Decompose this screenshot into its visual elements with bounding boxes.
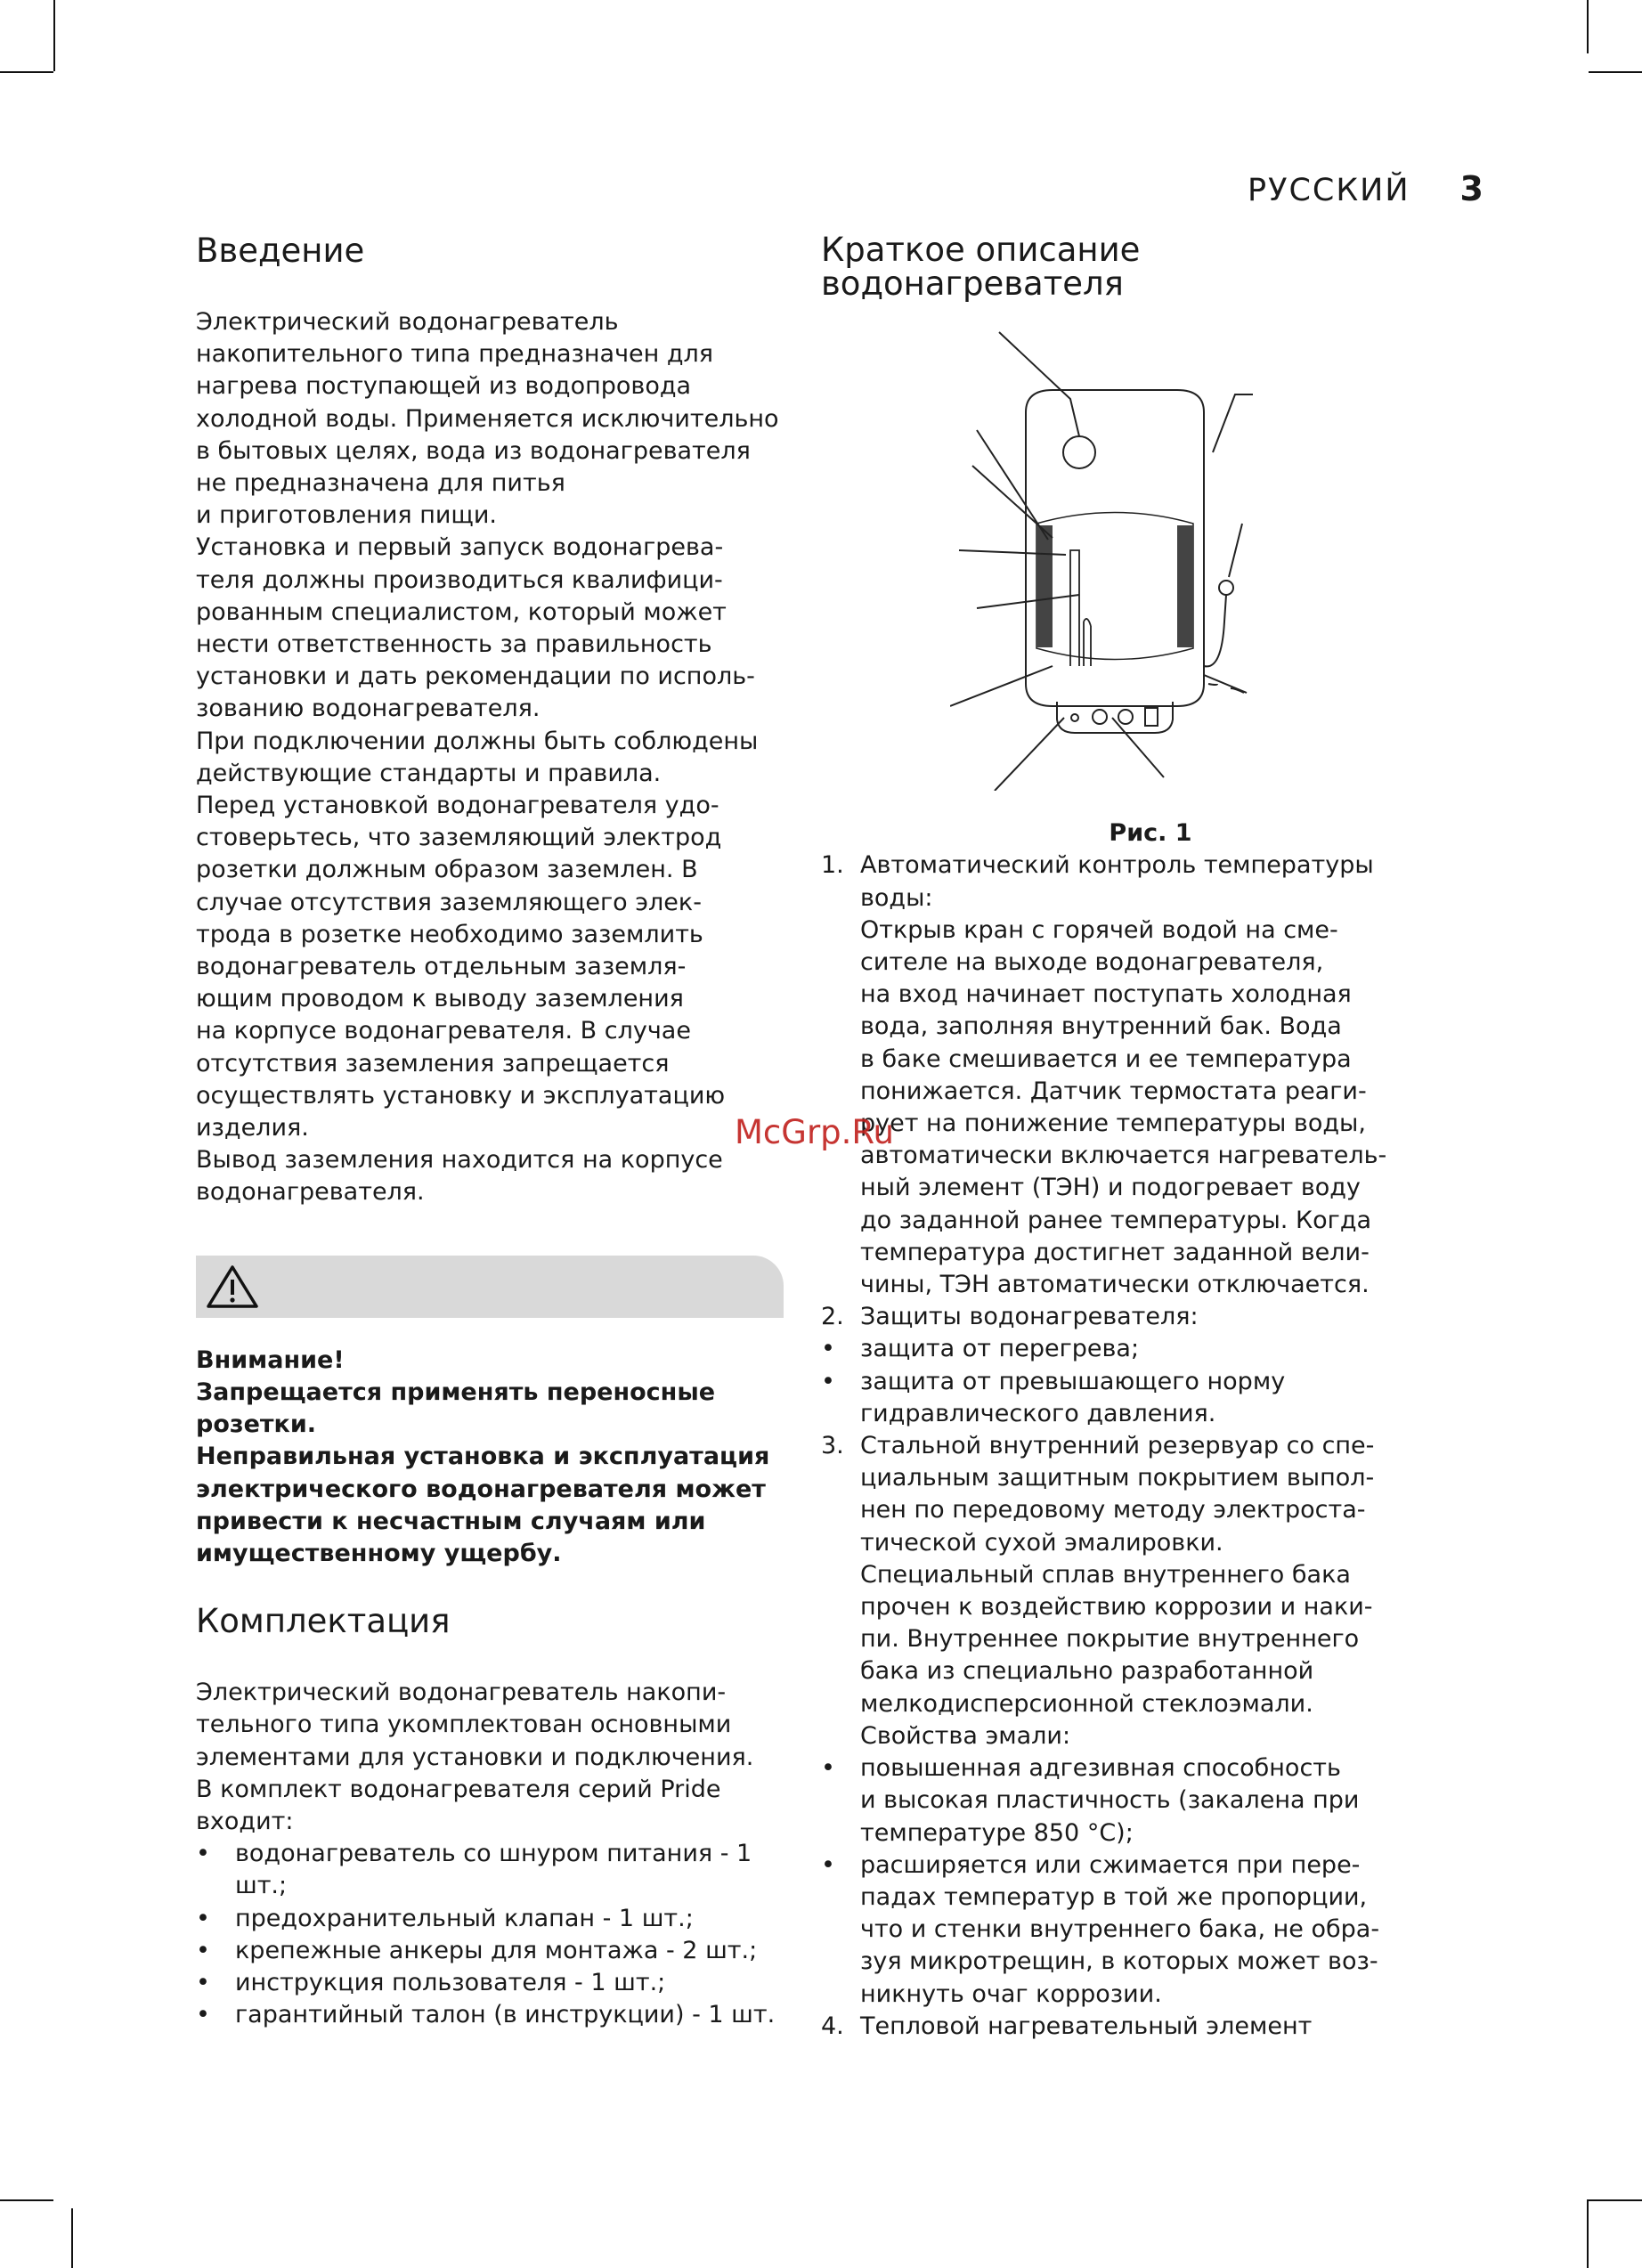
description-line: вода, заполняя внутренний бак. Вода	[860, 1012, 1342, 1041]
intro-line: холодной воды. Применяется исключительно	[196, 404, 779, 433]
description-line: Открыв кран с горячей водой на сме-	[860, 915, 1338, 944]
description-item	[821, 1301, 1427, 1333]
description-title-line: водонагревателя	[821, 264, 1124, 303]
warning-line: привести к несчастным случаям или	[196, 1507, 706, 1535]
left-column	[196, 233, 784, 2031]
intro-line: нагрева поступающей из водопровода	[196, 372, 692, 401]
crop-mark	[1587, 0, 1589, 53]
description-line: на вход начинает поступать холодная	[860, 980, 1352, 1009]
description-line: ный элемент (ТЭН) и подогревает воду	[860, 1174, 1361, 1202]
kit-text	[196, 1677, 784, 1838]
crop-mark	[0, 71, 53, 73]
description-title-line: Краткое описание	[821, 231, 1141, 269]
crop-mark	[0, 2199, 53, 2201]
intro-line: и приготовления пищи.	[196, 501, 497, 530]
description-line: нен по передовому методу электроста-	[860, 1496, 1366, 1524]
watermark-text: McGrp.Ru	[735, 1113, 894, 1151]
description-line: Защиты водонагревателя:	[860, 1303, 1199, 1331]
description-line: зуя микротрещин, в которых может воз-	[860, 1947, 1378, 1976]
list-item-text	[235, 1903, 694, 1935]
description-item-text	[860, 1333, 1139, 1365]
warning-bar	[196, 1256, 784, 1318]
description-line: рует на понижение температуры воды,	[860, 1110, 1366, 1138]
intro-line: Установка и первый запуск водонагрева-	[196, 533, 724, 562]
bullet-marker: •	[196, 1936, 210, 1964]
description-line: сителе на выходе водонагревателя,	[860, 948, 1324, 977]
intro-line: ющим проводом к выводу заземления	[196, 985, 684, 1013]
description-line: в баке смешивается и ее температура	[860, 1045, 1352, 1073]
description-item-text	[860, 2011, 1312, 2043]
intro-line: осуществлять установку и эксплуатацию	[196, 1081, 726, 1110]
figure-caption: Рис. 1	[1109, 819, 1192, 848]
item-marker: 4.	[821, 2012, 844, 2040]
page-header	[1248, 169, 1483, 208]
intro-line: Вывод заземления находится на корпусе	[196, 1146, 723, 1175]
description-line: Специальный сплав внутреннего бака	[860, 1560, 1351, 1589]
description-item	[821, 1366, 1427, 1430]
language-label: РУССКИЙ	[1248, 173, 1410, 208]
bullet-marker: •	[196, 1840, 210, 1868]
item-marker: 3.	[821, 1432, 844, 1460]
list-item-line: шт.;	[235, 1872, 288, 1900]
warning-line: Внимание!	[196, 1345, 345, 1374]
description-line: падах температур в той же пропорции,	[860, 1882, 1368, 1911]
intro-line: розетки должным образом заземлен. В	[196, 856, 698, 884]
list-item-line: предохранительный клапан - 1 шт.;	[235, 1904, 694, 1932]
kit-list	[196, 1838, 784, 2031]
crop-mark	[1587, 2199, 1589, 2268]
description-line: циальным защитным покрытием выпол-	[860, 1464, 1375, 1492]
description-item	[821, 1752, 1427, 1849]
intro-line: При подключении должны быть соблюдены	[196, 727, 759, 755]
kit-line: В комплект водонагревателя серий Pride	[196, 1775, 721, 1803]
description-list	[821, 849, 1427, 2043]
intro-line: трода в розетке необходимо заземлить	[196, 920, 703, 948]
warning-text	[196, 1345, 784, 1570]
description-title	[821, 233, 1427, 301]
list-item-text	[235, 1999, 775, 2031]
kit-line: входит:	[196, 1807, 294, 1835]
warning-line: Запрещается применять переносные	[196, 1378, 716, 1406]
bullet-marker: •	[196, 2001, 210, 2029]
right-column	[821, 233, 1427, 2043]
intro-line: Электрический водонагреватель	[196, 308, 619, 336]
intro-line: случае отсутствия заземляющего элек-	[196, 888, 702, 916]
intro-line: в бытовых целях, вода из водонагревателя	[196, 436, 751, 465]
item-marker: •	[821, 1335, 835, 1363]
intro-line: нести ответственность за правильность	[196, 630, 712, 659]
kit-line: элементами для установки и подключения.	[196, 1743, 754, 1771]
intro-line: теля должны производиться квалифици-	[196, 565, 723, 594]
description-line: температуре 850 °C);	[860, 1818, 1134, 1847]
intro-line: на корпусе водонагревателя. В случае	[196, 1017, 691, 1045]
description-line: Тепловой нагревательный элемент	[860, 2012, 1313, 2040]
page-number: 3	[1459, 169, 1483, 208]
description-line: до заданной ранее температуры. Когда	[860, 1206, 1372, 1234]
description-item	[821, 2011, 1427, 2043]
description-line: расширяется или сжимается при пере-	[860, 1850, 1361, 1879]
list-item-text	[235, 1838, 752, 1902]
description-line: чины, ТЭН автоматически отключается.	[860, 1271, 1370, 1299]
description-line: защита от перегрева;	[860, 1335, 1140, 1363]
crop-mark	[71, 2208, 73, 2268]
description-line: и высокая пластичность (закалена при	[860, 1786, 1360, 1815]
description-item	[821, 849, 1427, 1301]
description-line: защита от превышающего норму	[860, 1367, 1286, 1395]
description-item-text	[860, 849, 1386, 1301]
list-item	[196, 1903, 784, 1935]
list-item-line: инструкция пользователя - 1 шт.;	[235, 1968, 666, 1996]
kit-line: Электрический водонагреватель накопи-	[196, 1679, 727, 1707]
description-line: мелкодисперсионной стеклоэмали.	[860, 1689, 1313, 1718]
item-marker: 2.	[821, 1303, 844, 1331]
list-item	[196, 1935, 784, 1967]
description-line: что и стенки внутреннего бака, не обра-	[860, 1915, 1380, 1944]
item-marker: •	[821, 1367, 835, 1395]
intro-line: водонагревателя.	[196, 1178, 425, 1207]
kit-title: Комплектация	[196, 1602, 451, 1641]
description-item-text	[860, 1752, 1359, 1849]
description-line: Автоматический контроль температуры	[860, 851, 1374, 880]
crop-mark	[1589, 71, 1642, 73]
list-item-line: водонагреватель со шнуром питания - 1	[235, 1840, 752, 1868]
description-line: воды:	[860, 883, 933, 912]
description-line: температура достигнет заданной вели-	[860, 1238, 1370, 1266]
list-item-text	[235, 1935, 757, 1967]
list-item	[196, 1967, 784, 1999]
warning-line: имущественному ущербу.	[196, 1539, 562, 1567]
warning-triangle-icon	[205, 1264, 260, 1310]
list-item	[196, 1999, 784, 2031]
warning-line: электрического водонагревателя может	[196, 1475, 766, 1503]
description-item-text	[860, 1301, 1199, 1333]
description-line: повышенная адгезивная способность	[860, 1754, 1341, 1783]
kit-line: тельного типа укомплектован основными	[196, 1711, 732, 1739]
intro-line: водонагреватель отдельным заземля-	[196, 953, 687, 981]
intro-line: стоверьтесь, что заземляющий электрод	[196, 824, 722, 852]
intro-title: Введение	[196, 232, 365, 270]
intro-line: установки и дать рекомендации по исполь-	[196, 663, 755, 691]
item-marker: 1.	[821, 851, 844, 880]
water-heater-diagram	[950, 328, 1288, 791]
description-line: Стальной внутренний резервуар со спе-	[860, 1432, 1375, 1460]
item-marker: •	[821, 1754, 835, 1783]
description-item-text	[860, 1366, 1285, 1430]
bullet-marker: •	[196, 1968, 210, 1996]
list-item-text	[235, 1967, 665, 1999]
intro-text	[196, 306, 784, 1209]
intro-line: не предназначена для питья	[196, 469, 565, 498]
list-item-line: крепежные анкеры для монтажа - 2 шт.;	[235, 1936, 758, 1964]
warning-line: Неправильная установка и эксплуатация	[196, 1443, 770, 1471]
description-line: прочен к воздействию коррозии и наки-	[860, 1593, 1373, 1622]
crop-mark	[53, 0, 55, 71]
intro-line: зованию водонагревателя.	[196, 695, 541, 723]
description-line: пи. Внутреннее покрытие внутреннего	[860, 1625, 1360, 1654]
description-line: гидравлического давления.	[860, 1399, 1216, 1427]
intro-line: накопительного типа предназначен для	[196, 340, 714, 369]
intro-line: действующие стандарты и правила.	[196, 759, 662, 787]
item-marker: •	[821, 1850, 835, 1879]
description-line: понижается. Датчик термостата реаги-	[860, 1077, 1367, 1105]
description-item-text	[860, 1849, 1379, 2011]
list-item	[196, 1838, 784, 1902]
intro-line: рованным специалистом, который может	[196, 597, 727, 626]
intro-line: Перед установкой водонагревателя удо-	[196, 792, 719, 820]
list-item-line: гарантийный талон (в инструкции) - 1 шт.	[235, 2001, 776, 2029]
crop-mark	[1589, 2199, 1642, 2201]
description-line: Свойства эмали:	[860, 1721, 1071, 1750]
description-item-text	[860, 1430, 1374, 1752]
description-line: автоматически включается нагреватель-	[860, 1142, 1387, 1170]
description-line: никнуть очаг коррозии.	[860, 1979, 1162, 2008]
description-item	[821, 1430, 1427, 1752]
intro-line: отсутствия заземления запрещается	[196, 1049, 670, 1077]
intro-line: изделия.	[196, 1114, 309, 1142]
bullet-marker: •	[196, 1904, 210, 1932]
description-item	[821, 1849, 1427, 2011]
warning-line: розетки.	[196, 1410, 317, 1439]
description-line: бака из специально разработанной	[860, 1657, 1314, 1686]
description-line: тической сухой эмалировки.	[860, 1528, 1223, 1557]
description-item	[821, 1333, 1427, 1365]
thermometer-dial	[1063, 436, 1095, 468]
